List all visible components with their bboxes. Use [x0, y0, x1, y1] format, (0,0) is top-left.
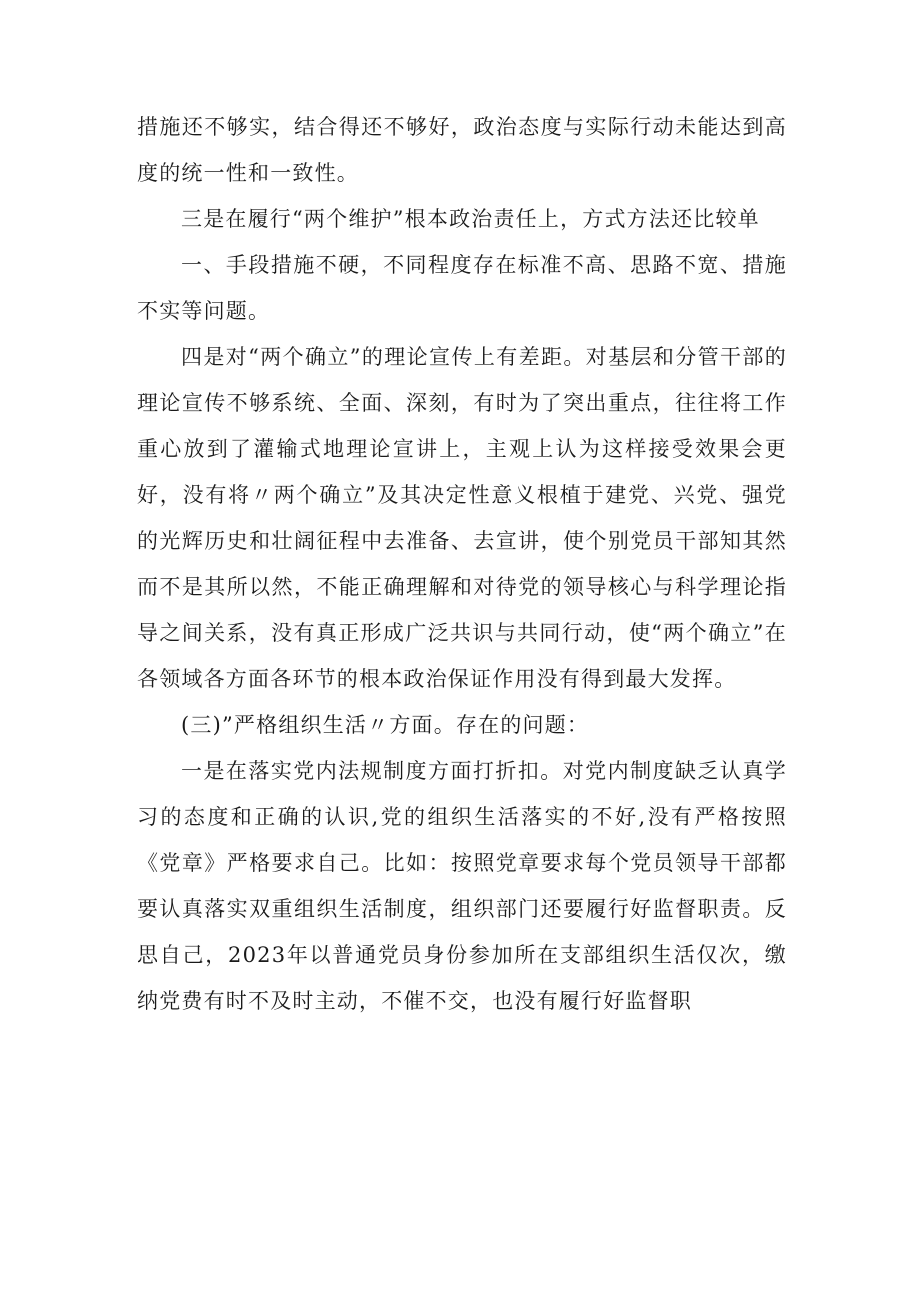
- document-body: [137, 104, 787, 1024]
- section-heading-three: (三)”严格组织生活〃方面。存在的问题：: [181, 713, 590, 737]
- paragraph-point-four: 四是对“两个确立”的理论宣传上有差距。对基层和分管干部的理论宣传不够系统、全面、深刻，有时为了突出重点，往往将工作重心放到了灌输式地理论宣讲上，主观上认为这样接受效果会更好，没有将〃两个确立”及其决定性意义根植于建党、兴党、强党的光辉历史和壮阔征程中去准备、去宣讲，使个别党员干部知其然而不是其所以然，不能正确理解和对待党的领导核心与科学理论指导之间关系，没有真正形成广泛共识与共同行动，使“两个确立”在各领域各方面各环节的根本政治保证作用没有得到最大发挥。: [137, 345, 787, 691]
- paragraph-continuation: 措施还不够实，结合得还不够好，政治态度与实际行动未能达到高度的统一性和一致性。: [137, 115, 787, 185]
- paragraph-point-three: 三是在履行“两个维护”根本政治责任上，方式方法还比较单: [181, 207, 760, 231]
- paragraph-point-one-section-three: 一是在落实党内法规制度方面打折扣。对党内制度缺乏认真学习的态度和正确的认识,党的组织生活落实的不好,没有严格按照《党章》严格要求自己。比如：按照党章要求每个党员领导干部都要认真落实双重组织生活制度，组织部门还要履行好监督职责。反思自己，2023年以普通党员身份参加所在支部组织生活仅次，缴纳党费有时不及时主动，不催不交，也没有履行好监督职: [137, 759, 787, 1013]
- paragraph-point-three-continued: 一、手段措施不硬，不同程度存在标准不高、思路不宽、措施不实等问题。: [137, 253, 787, 323]
